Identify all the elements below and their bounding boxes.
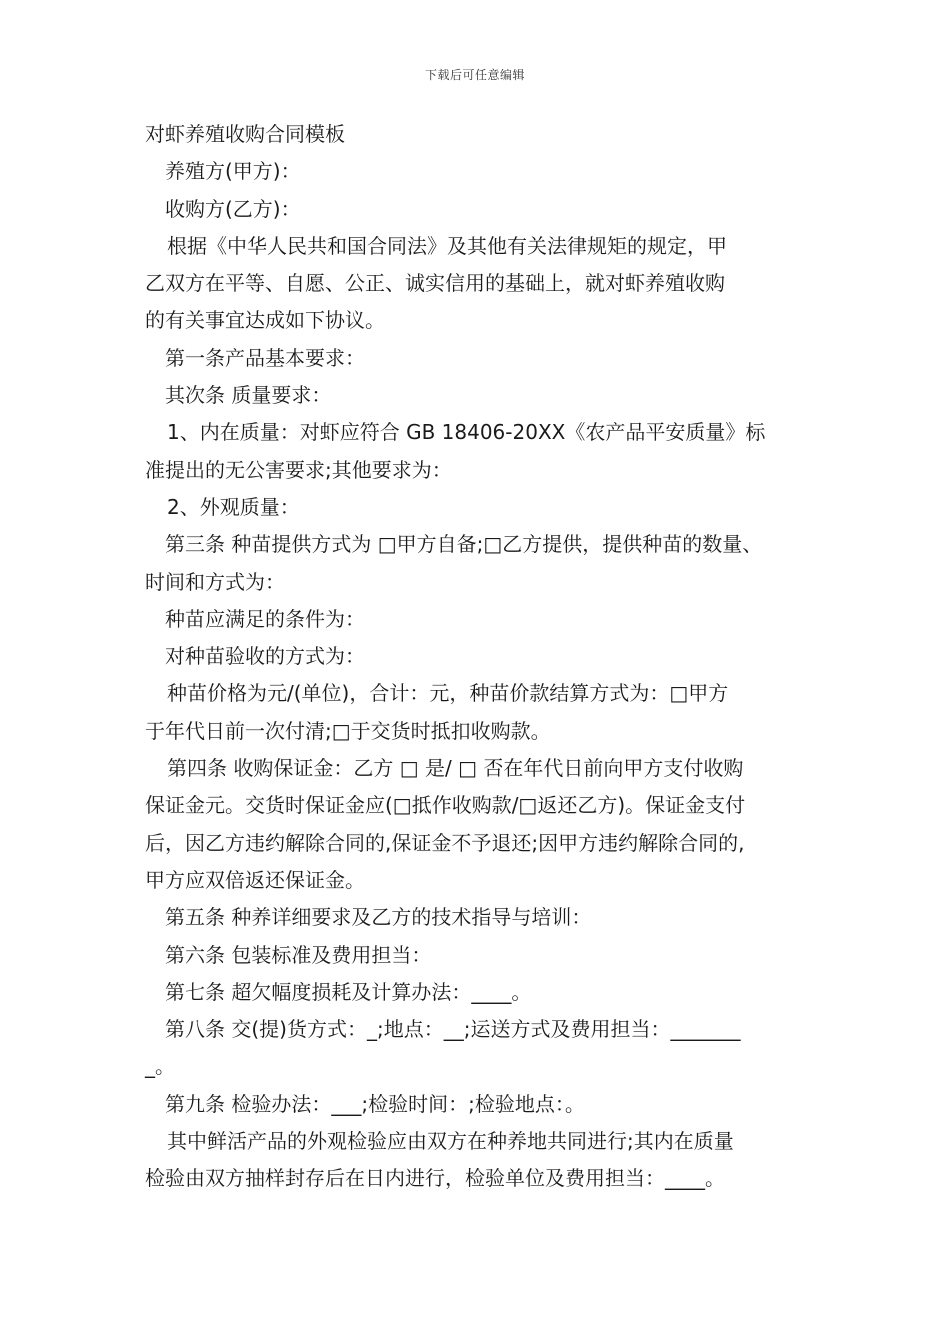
paragraph-line: 的有关事宜达成如下协议。 [145, 308, 385, 333]
paragraph-line: 对种苗验收的方式为： [165, 644, 365, 669]
paragraph-line: 第六条 包装标准及费用担当： [165, 942, 432, 967]
paragraph-line: _。 [145, 1054, 175, 1079]
page-header: 下载后可任意编辑 [424, 68, 525, 82]
paragraph-line: 第四条 收购保证金：乙方 □ 是/ □ 否在年代日前向甲方支付收购 [167, 756, 744, 781]
paragraph-line: 根据《中华人民共和国合同法》及其他有关法律规矩的规定，甲 [167, 233, 727, 258]
paragraph-line: 准提出的无公害要求;其他要求为： [145, 457, 452, 482]
paragraph-line: 时间和方式为： [145, 569, 285, 594]
paragraph-line: 第七条 超欠幅度损耗及计算办法：____。 [165, 979, 532, 1004]
paragraph-line: 养殖方(甲方)： [165, 159, 301, 184]
paragraph-line: 第一条产品基本要求： [165, 345, 365, 370]
paragraph-line: 保证金元。交货时保证金应(□抵作收购款/□返还乙方)。保证金支付 [145, 793, 746, 818]
paragraph-line: 第八条 交(提)货方式：_;地点：__;运送方式及费用担当：_______ [165, 1017, 741, 1042]
paragraph-line: 收购方(乙方)： [165, 196, 301, 221]
paragraph-line: 第九条 检验办法：___;检验时间：;检验地点：。 [165, 1091, 585, 1116]
paragraph-line: 后，因乙方违约解除合同的,保证金不予退还;因甲方违约解除合同的, [145, 830, 745, 855]
paragraph-line: 于年代日前一次付清;□于交货时抵扣收购款。 [145, 718, 551, 743]
document-title: 对虾养殖收购合同模板 [145, 122, 345, 146]
paragraph-line: 种苗应满足的条件为： [165, 606, 365, 631]
document-body [145, 116, 817, 1198]
paragraph-line: 第三条 种苗提供方式为 □甲方自备;□乙方提供，提供种苗的数量、 [165, 532, 763, 557]
paragraph-line: 乙双方在平等、自愿、公正、诚实信用的基础上，就对虾养殖收购 [145, 271, 725, 296]
paragraph-line: 第五条 种养详细要求及乙方的技术指导与培训： [165, 905, 592, 930]
paragraph-line: 甲方应双倍返还保证金。 [145, 867, 365, 892]
paragraph-line: 2、外观质量： [167, 494, 300, 519]
paragraph-line: 其次条 质量要求： [165, 383, 332, 408]
paragraph-line: 检验由双方抽样封存后在日内进行，检验单位及费用担当：____。 [145, 1166, 725, 1191]
paragraph-line: 种苗价格为元/(单位)，合计：元，种苗价款结算方式为：□甲方 [167, 681, 729, 706]
paragraph-line: 其中鲜活产品的外观检验应由双方在种养地共同进行;其内在质量 [167, 1129, 734, 1154]
paragraph-line: 1、内在质量：对虾应符合 GB 18406-20XX《农产品平安质量》标 [167, 420, 766, 445]
